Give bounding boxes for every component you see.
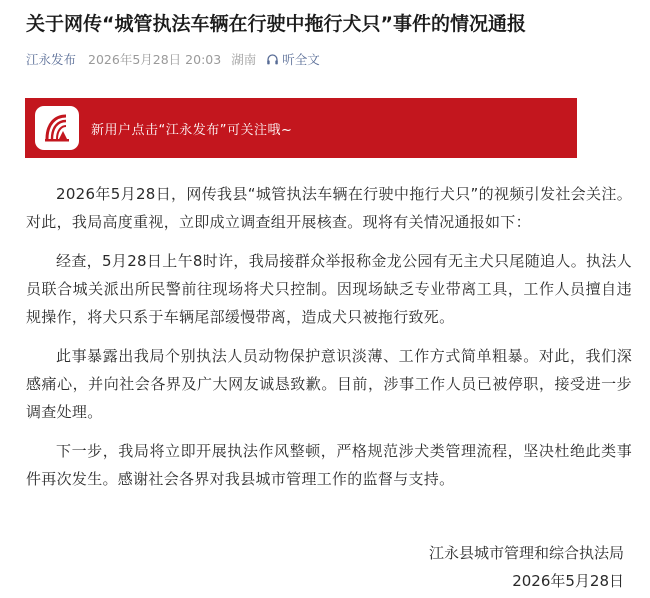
listen-label: 听全文 — [282, 52, 320, 67]
banner-text: 新用户点击“江永发布”可关注哦~ — [91, 122, 293, 138]
signature-org: 江永县城市管理和综合执法局 — [428, 544, 624, 562]
article-title: 关于网传“城管执法车辆在行驶中拖行犬只”事件的情况通报 — [26, 13, 526, 35]
signature-date: 2026年5月28日 — [512, 572, 624, 590]
paragraph: 此事暴露出我局个别执法人员动物保护意识淡薄、工作方式简单粗暴。对此，我们深感痛心，并向社会各界及广大网友诚恳致歉。目前，涉事工作人员已被停职，接受进一步调查处理。 — [26, 347, 632, 421]
account-logo-icon — [35, 106, 79, 150]
article-meta — [26, 50, 320, 68]
headphone-icon — [266, 53, 279, 66]
paragraph: 经查，5月28日上午8时许，我局接群众举报称金龙公园有无主犬只尾随追人。执法人员联合城关派出所民警前往现场将犬只控制。因现场缺乏专业带离工具，工作人员擅自违规操作，将犬只系于车辆尾部缓慢带离，造成犬只被拖行致死。 — [26, 252, 632, 326]
article-body — [26, 180, 632, 504]
paragraph: 2026年5月28日，网传我县“城管执法车辆在行驶中拖行犬只”的视频引发社会关注。对此，我局高度重视，立即成立调查组开展核查。现将有关情况通报如下： — [26, 185, 632, 231]
follow-banner[interactable] — [25, 98, 577, 158]
publish-region: 湖南 — [231, 52, 257, 67]
listen-button[interactable] — [266, 50, 320, 68]
publish-time: 2026年5月28日 20:03 — [88, 52, 222, 67]
paragraph: 下一步，我局将立即开展执法作风整顿，严格规范涉犬类管理流程，坚决杜绝此类事件再次发生。感谢社会各界对我县城市管理工作的监督与支持。 — [26, 442, 632, 488]
author-link[interactable]: 江永发布 — [26, 52, 77, 67]
